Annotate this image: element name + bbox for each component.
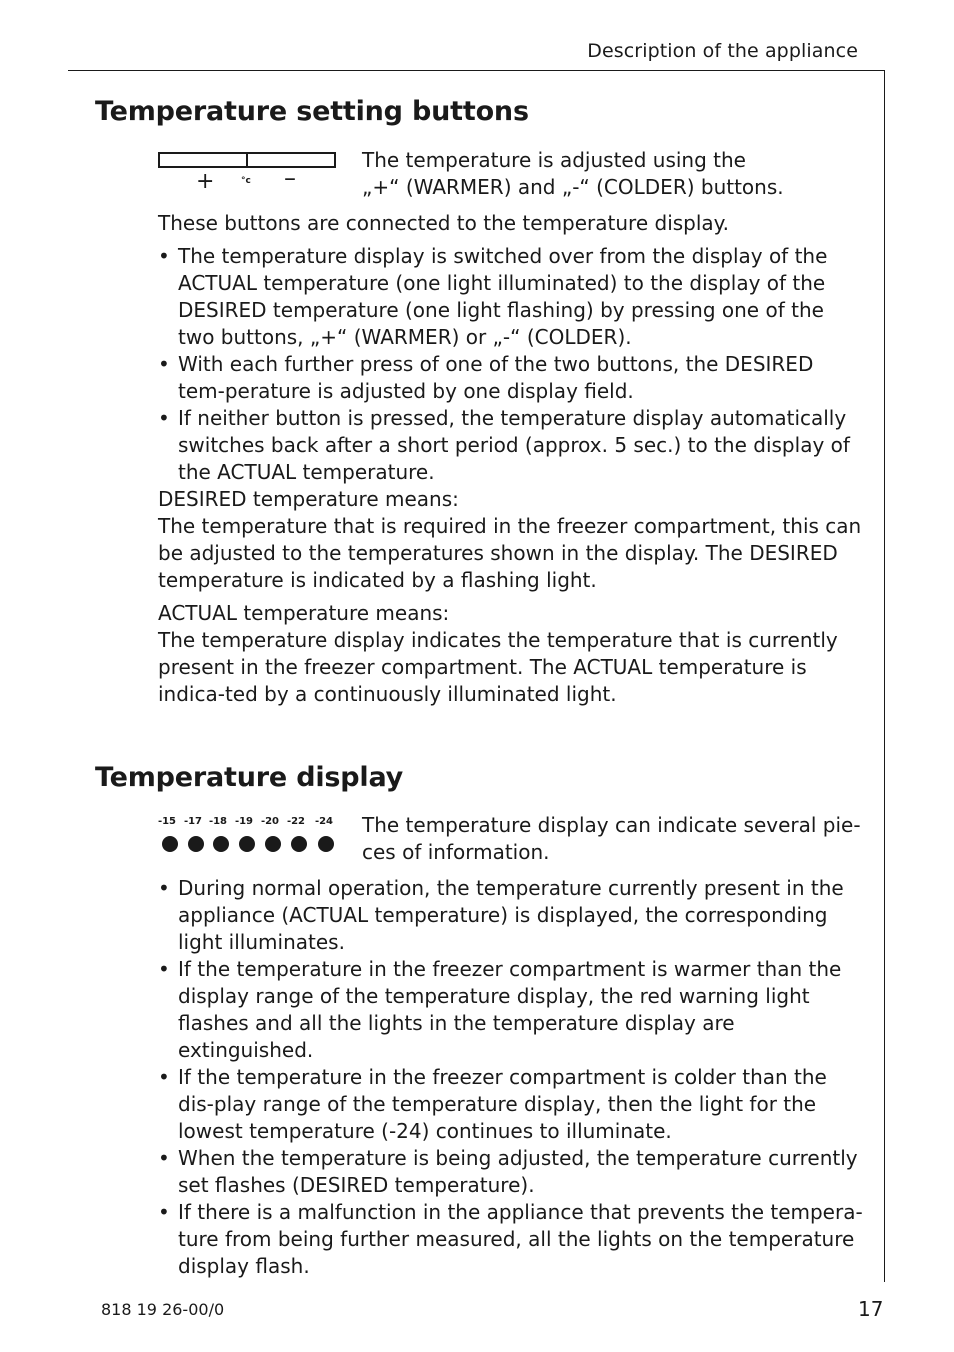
display-label: -15	[157, 816, 177, 827]
setting-intro-line-2: „+“ (WARMER) and „-“ (COLDER) buttons.	[362, 175, 784, 199]
temperature-display-illustration	[157, 816, 337, 858]
display-light-icon	[162, 836, 178, 852]
header-rule	[68, 70, 885, 71]
display-intro-line-2: ces of information.	[362, 840, 550, 864]
display-light-icon	[291, 836, 307, 852]
list-item: • If the temperature in the freezer compartment is warmer than the display range of the temperature display, the red warning light flashes and all the lights in the temperature display are extinguished.	[158, 956, 864, 1064]
display-labels	[157, 816, 337, 830]
display-label: -19	[234, 816, 254, 827]
setting-body	[158, 210, 864, 714]
celsius-icon: °c	[241, 176, 251, 186]
display-lights	[157, 836, 337, 856]
display-intro-line-1: The temperature display can indicate several pie-	[362, 813, 861, 837]
list-item: • The temperature display is switched over from the display of the ACTUAL temperature (one light illuminated) to the display of the DESIRED temperature (one light flashing) by pressing one of the two buttons, „+“ (WARMER) or „-“ (COLDER).	[158, 243, 864, 351]
display-light-icon	[213, 836, 229, 852]
list-item: • With each further press of one of the two buttons, the DESIRED tem-perature is adjusted by one display field.	[158, 351, 864, 405]
list-item: • When the temperature is being adjusted, the temperature currently set flashes (DESIRED temperature).	[158, 1145, 864, 1199]
section-title-temperature-display: Temperature display	[95, 762, 404, 793]
display-label: -20	[260, 816, 280, 827]
section-title-setting-buttons: Temperature setting buttons	[95, 96, 529, 127]
display-label: -17	[183, 816, 203, 827]
setting-intro	[362, 147, 862, 201]
display-label: -18	[208, 816, 228, 827]
list-item: • If the temperature in the freezer compartment is colder than the dis-play range of the temperature display, then the light for the lowest temperature (-24) continues to illuminate.	[158, 1064, 864, 1145]
display-label: -22	[286, 816, 306, 827]
list-item: • During normal operation, the temperature currently present in the appliance (ACTUAL temperature) is displayed, the corresponding light illuminates.	[158, 875, 864, 956]
actual-heading: ACTUAL temperature means:	[158, 601, 450, 625]
list-item: • If neither button is pressed, the temperature display automatically switches back after a short period (approx. 5 sec.) to the display of the ACTUAL temperature.	[158, 405, 864, 486]
display-light-icon	[239, 836, 255, 852]
panel-divider	[246, 154, 248, 168]
display-intro	[362, 812, 862, 866]
display-light-icon	[318, 836, 334, 852]
connected-note: These buttons are connected to the temperature display.	[158, 211, 730, 235]
display-label: -24	[314, 816, 334, 827]
page-number: 17	[858, 1297, 884, 1321]
display-light-icon	[265, 836, 281, 852]
plus-button-icon: +	[196, 169, 215, 194]
running-header: Description of the appliance	[587, 40, 858, 62]
list-item: • If there is a malfunction in the appliance that prevents the tempera-ture from being further measured, all the lights on the temperature display flash.	[158, 1199, 864, 1280]
margin-rule	[884, 70, 885, 1282]
desired-text: The temperature that is required in the freezer compartment, this can be adjusted to the temperatures shown in the display. The DESIRED temperature is indicated by a flashing light.	[158, 514, 862, 592]
actual-text: The temperature display indicates the temperature that is currently present in the freezer compartment. The ACTUAL temperature is indica-ted by a continuously illuminated light.	[158, 628, 838, 706]
display-body	[158, 875, 864, 1280]
desired-heading: DESIRED temperature means:	[158, 487, 459, 511]
document-number: 818 19 26-00/0	[101, 1300, 225, 1319]
display-light-icon	[188, 836, 204, 852]
setting-intro-line-1: The temperature is adjusted using the	[362, 148, 746, 172]
button-panel-illustration	[158, 152, 336, 196]
minus-button-icon: –	[284, 164, 296, 192]
